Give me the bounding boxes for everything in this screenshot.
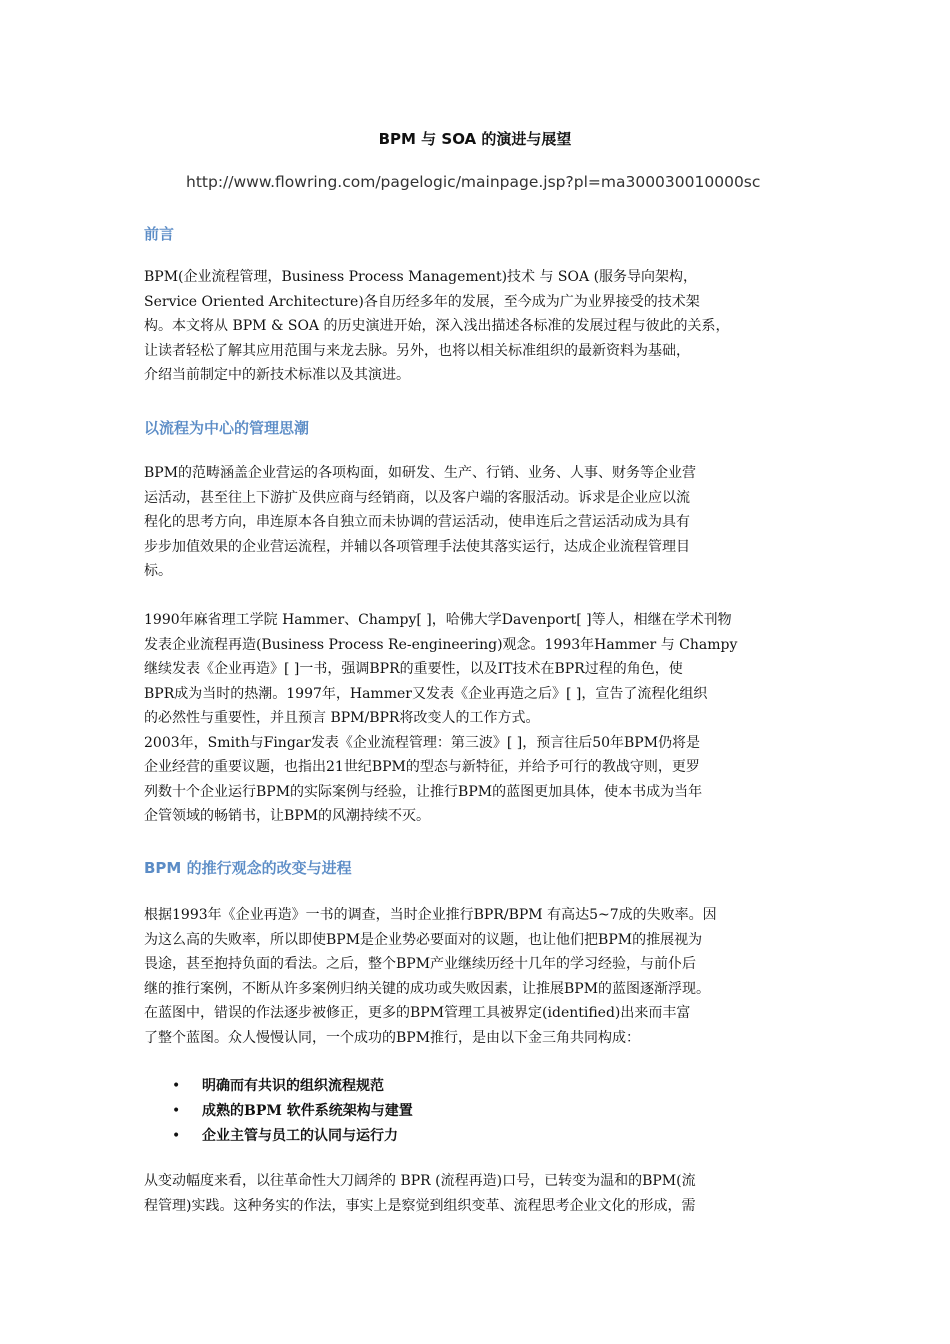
- text-line: 步步加值效果的企业营运流程，并辅以各项管理手法使其落实运行，达成企业流程管理目: [144, 538, 690, 555]
- text-line: 1990年麻省理工学院 Hammer、Champy[ ]，哈佛大学Davenport[ ]等人，相继在学术刊物: [144, 612, 732, 628]
- bullet-icon: •: [172, 1128, 181, 1144]
- golden-triangle-list: [170, 1074, 413, 1149]
- bullet-icon: •: [172, 1103, 181, 1119]
- text-line: 继的推行案例，不断从许多案例归纳关键的成功或失败因素，让推展BPM的蓝图逐渐浮现。: [144, 980, 711, 997]
- paragraph-bpr-history: [144, 608, 809, 829]
- bullet-icon: •: [172, 1078, 181, 1094]
- text-line: 标。: [144, 563, 172, 579]
- text-line: BPM(企业流程管理，Business Process Management)技术 与 SOA (服务导向架构，: [144, 269, 698, 285]
- text-line: 发表企业流程再造(Business Process Re-engineering)观念。1993年Hammer 与 Champy: [144, 636, 738, 653]
- text-line: 为这么高的失败率，所以即使BPM是企业势必要面对的议题，也让他们把BPM的推展视为: [144, 931, 703, 948]
- document-title: BPM 与 SOA 的演进与展望: [378, 130, 572, 148]
- list-item: [170, 1099, 413, 1124]
- paragraph-bpm-failure-rate: [144, 903, 809, 1050]
- paragraph-bpr-to-bpm: [144, 1169, 809, 1218]
- section-heading-process-centric: 以流程为中心的管理思潮: [144, 419, 310, 437]
- text-line: 根据1993年《企业再造》一书的调查，当时企业推行BPR/BPM 有高达5~7成的失败率。因: [144, 907, 717, 923]
- paragraph-preface: [144, 265, 809, 388]
- list-item: [170, 1074, 413, 1099]
- text-line: 从变动幅度来看，以往革命性大刀阔斧的 BPR (流程再造)口号，已转变为温和的BPM(流: [144, 1173, 696, 1189]
- text-line: 程管理)实践。这种务实的作法，事实上是察觉到组织变革、流程思考企业文化的形成，需: [144, 1197, 696, 1214]
- list-item-text: 企业主管与员工的认同与运行力: [202, 1128, 398, 1144]
- text-line: 畏途，甚至抱持负面的看法。之后，整个BPM产业继续历经十几年的学习经验，与前仆后: [144, 956, 697, 972]
- text-line: 在蓝图中，错误的作法逐步被修正，更多的BPM管理工具被界定(identified)出来而丰富: [144, 1005, 691, 1021]
- section-heading-bpm-evolution: BPM 的推行观念的改变与进程: [144, 859, 352, 877]
- text-line: 列数十个企业运行BPM的实际案例与经验，让推行BPM的蓝图更加具体，使本书成为当年: [144, 783, 703, 800]
- list-item-text: 明确而有共识的组织流程规范: [202, 1078, 384, 1094]
- section-heading-preface: 前言: [144, 225, 175, 243]
- text-line: 继续发表《企业再造》[ ]一书，强调BPR的重要性，以及IT技术在BPR过程的角色，使: [144, 661, 683, 677]
- text-line: 程化的思考方向，串连原本各自独立而未协调的营运活动，使串连后之营运活动成为具有: [144, 514, 690, 530]
- text-line: 了整个蓝图。众人慢慢认同，一个成功的BPM推行，是由以下金三角共同构成：: [144, 1029, 641, 1046]
- text-line: 让读者轻松了解其应用范围与来龙去脉。另外，也将以相关标准组织的最新资料为基础，: [144, 342, 690, 359]
- text-line: 运活动，甚至往上下游扩及供应商与经销商，以及客户端的客服活动。诉求是企业应以流: [144, 489, 690, 506]
- paragraph-bpm-scope: [144, 461, 809, 584]
- text-line: 2003年，Smith与Fingar发表《企业流程管理：第三波》[ ]，预言往后50年BPM仍将是: [144, 734, 701, 751]
- text-line: 介绍当前制定中的新技术标准以及其演进。: [144, 367, 410, 383]
- text-line: 企业经营的重要议题，也指出21世纪BPM的型态与新特征，并给予可行的教战守则，更罗: [144, 759, 700, 775]
- list-item: [170, 1124, 413, 1149]
- list-item-text: 成熟的BPM 软件系统架构与建置: [202, 1103, 413, 1119]
- text-line: Service Oriented Architecture)各自历经多年的发展，至今成为广为业界接受的技术架: [144, 293, 700, 310]
- text-line: 构。本文将从 BPM & SOA 的历史演进开始，深入浅出描述各标准的发展过程与彼此的关系，: [144, 318, 730, 334]
- text-line: BPM的范畴涵盖企业营运的各项构面，如研发、生产、行销、业务、人事、财务等企业营: [144, 465, 697, 481]
- source-url: http://www.flowring.com/pagelogic/mainpage.jsp?pl=ma300030010000sc: [186, 173, 761, 191]
- text-line: 企管领域的畅销书，让BPM的风潮持续不灭。: [144, 808, 431, 824]
- text-line: BPR成为当时的热潮。1997年，Hammer又发表《企业再造之后》[ ]，宣告了流程化组织: [144, 685, 708, 702]
- text-line: 的必然性与重要性，并且预言 BPM/BPR将改变人的工作方式。: [144, 710, 540, 726]
